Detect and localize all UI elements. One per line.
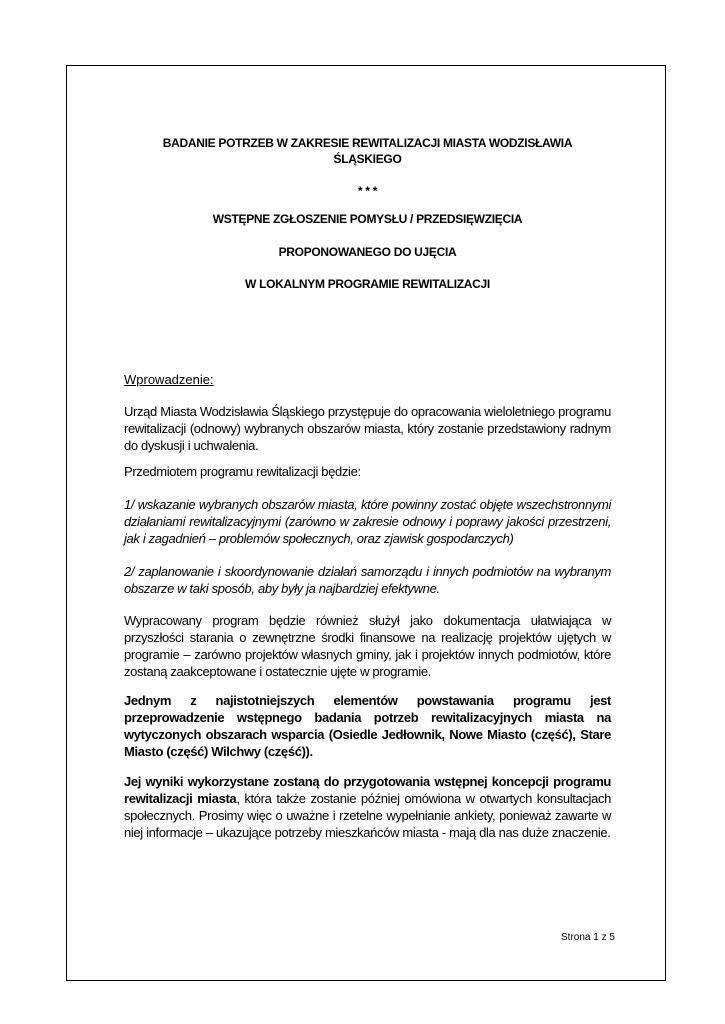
paragraph-2: Przedmiotem programu rewitalizacji będzie:	[124, 464, 361, 479]
intro-heading: Wprowadzenie:	[124, 372, 214, 387]
subtitle-1: WSTĘPNE ZGŁOSZENIE POMYSŁU / PRZEDSIĘWZIĘCIA	[212, 212, 523, 226]
page-number: Strona 1 z 5	[561, 932, 615, 943]
paragraph-6: Jednym z najistotniejszych elementów powstawania programu jest przeprowadzenie wstępnego badania potrzeb rewitalizacyjnych miasta na wytyczonych obszarach wsparcia (Osiedle Jedłownik, Nowe Miasto (część), Stare Miasto (część) Wilchwy (część)).	[124, 693, 611, 759]
paragraph-4: 2/ zaplanowanie i skoordynowanie działań samorządu i innych podmiotów na wybranym obszarze w taki sposób, aby były ja najbardziej efektywne.	[124, 564, 611, 596]
separator: * * *	[357, 184, 378, 198]
title-line-1: BADANIE POTRZEB W ZAKRESIE REWITALIZACJI MIASTA WODZISŁAWIA	[162, 136, 573, 150]
paragraph-1: Urząd Miasta Wodzisławia Śląskiego przystępuje do opracowania wieloletniego programu rewitalizacji (odnowy) wybranych obszarów miasta, który zostanie przedstawiony radnym do dyskusji i uchwalenia.	[124, 404, 611, 453]
paragraph-7-rest: , która także zostanie później omówiona w otwartych konsultacjach społecznych. Prosimy więc o uważne i rzetelne wypełnianie ankiety, ponieważ zawarte w niej informacje – ukazujące potrzeby mieszkańców miasta - mają dla nas duże znaczenie.	[124, 791, 612, 840]
paragraph-7-bold: Jej wyniki wykorzystane zostaną do przygotowania wstępnej koncepcji programu rewitalizacji miasta	[124, 774, 611, 806]
subtitle-2: PROPONOWANEGO DO UJĘCIA	[278, 245, 457, 259]
paragraph-7	[124, 773, 611, 841]
paragraph-3: 1/ wskazanie wybranych obszarów miasta, które powinny zostać objęte wszechstronnymi działaniami rewitalizacyjnymi (zarówno w zakresie odnowy i poprawy jakości przestrzeni, jak i zagadnień – problemów społecznych, oraz zjawisk gospodarczych)	[124, 497, 611, 546]
paragraph-5: Wypracowany program będzie również służył jako dokumentacja ułatwiająca w przyszłości starania o zewnętrzne środki finansowe na realizację projektów ujętych w programie – zarówno projektów własnych gminy, jak i projektów innych podmiotów, które zostaną zaakceptowane i ostatecznie ujęte w programie.	[124, 613, 611, 679]
document-title	[124, 135, 611, 167]
title-line-2: ŚLĄSKIEGO	[333, 152, 402, 166]
subtitle-3: W LOKALNYM PROGRAMIE REWITALIZACJI	[245, 277, 490, 291]
